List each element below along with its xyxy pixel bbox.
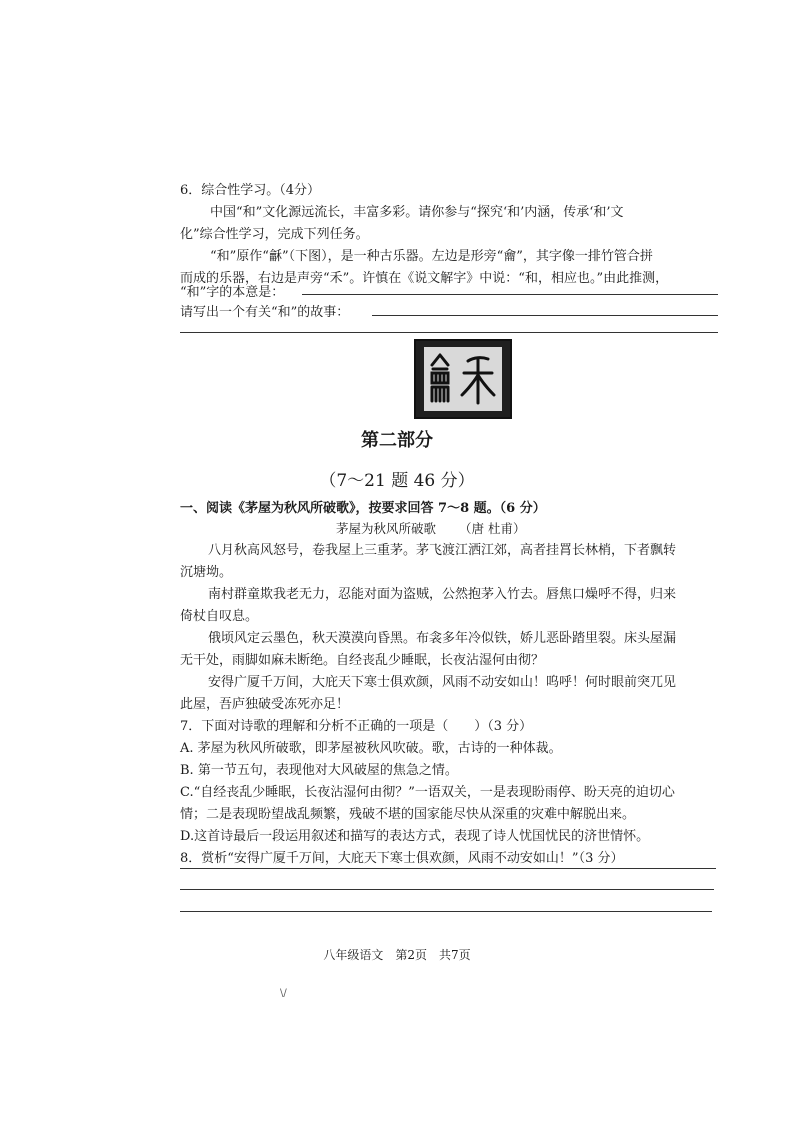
q7-option-c-line1: C.“自经丧乱少睡眠，长夜沾湿何由彻？”一语双关，一是表现盼雨停、盼天亮的迫切心 (180, 785, 675, 800)
q6-para1-line2: 化”综合性学习，完成下列任务。 (180, 227, 369, 242)
q6-para2-line1: “和”原作“龢”（下图），是一种古乐器。左边是形旁“龠”，其字像一排竹管合拼 (210, 249, 653, 264)
q7-option-b: B. 第一节五句，表现他对大风破屋的焦急之情。 (180, 763, 458, 778)
seal-image (414, 339, 512, 419)
part2-subtitle: （7～21 题 46 分） (319, 471, 475, 491)
poem-line-7: 安得广厦千万间，大庇天下寒士俱欢颜，风雨不动安如山！呜呼！何时眼前突兀见 (208, 675, 677, 690)
poem-author: （唐 杜甫） (459, 521, 526, 536)
q6-meaning-label: “和”字的本意是： (180, 285, 285, 300)
q7-option-c-line2: 情；二是表现盼望战乱频繁，残破不堪的国家能尽快从深重的灾难中解脱出来。 (180, 807, 636, 822)
page-footer: 八年级语文 第2页 共7页 (323, 948, 471, 962)
section1-title: 一、阅读《茅屋为秋风所破歌》，按要求回答 7～8 题。（6 分） (180, 501, 546, 516)
q6-story-answer-line-2[interactable] (180, 332, 718, 333)
q8-answer-line-2[interactable] (180, 889, 714, 890)
q7-option-a: A. 茅屋为秋风所破歌，即茅屋被秋风吹破。歌，古诗的一种体裁。 (180, 741, 562, 756)
q8-answer-line-3[interactable] (180, 911, 712, 912)
seal-background (424, 347, 502, 411)
stray-mark: \/ (280, 988, 287, 999)
poem-line-2: 沉塘坳。 (180, 565, 233, 580)
q6-story-answer-line[interactable] (372, 315, 718, 316)
q6-title: 6．综合性学习。（4分） (180, 183, 321, 198)
q8-answer-line-1[interactable] (180, 868, 716, 869)
poem-line-8: 此屋，吾庐独破受冻死亦足！ (180, 697, 350, 712)
seal-script-he-icon (424, 347, 502, 411)
q6-para1-line1: 中国“和”文化源远流长，丰富多彩。请你参与“探究‘和’内涵，传承‘和’文 (210, 205, 624, 220)
q7-stem: 7．下面对诗歌的理解和分析不正确的一项是（ ）（3 分） (180, 719, 533, 734)
poem-line-6: 无干处，雨脚如麻未断绝。自经丧乱少睡眠，长夜沾湿何由彻？ (180, 653, 545, 668)
poem-line-3: 南村群童欺我老无力，忍能对面为盗贼，公然抱茅入竹去。唇焦口燥呼不得，归来 (208, 587, 677, 602)
poem-line-5: 俄顷风定云墨色，秋天漠漠向昏黑。布衾多年冷似铁，娇儿恶卧踏里裂。床头屋漏 (208, 631, 677, 646)
part2-title: 第二部分 (361, 430, 433, 451)
q8-stem: 8．赏析“安得广厦千万间，大庇天下寒士俱欢颜，风雨不动安如山！”（3 分） (180, 851, 624, 866)
q6-meaning-answer-line[interactable] (302, 294, 718, 295)
poem-line-1: 八月秋高风怒号，卷我屋上三重茅。茅飞渡江洒江郊，高者挂罥长林梢，下者飘转 (208, 543, 677, 558)
q7-option-d: D.这首诗最后一段运用叙述和描写的表达方式，表现了诗人忧国忧民的济世情怀。 (180, 829, 650, 844)
q6-story-label: 请写出一个有关“和”的故事： (180, 305, 350, 320)
poem-title: 茅屋为秋风所破歌 (336, 521, 437, 536)
poem-line-4: 倚杖自叹息。 (180, 609, 259, 624)
q6-para2-line2: 而成的乐器，右边是声旁“禾”。许慎在《说文解字》中说：“和，相应也。”由此推测， (180, 271, 669, 286)
